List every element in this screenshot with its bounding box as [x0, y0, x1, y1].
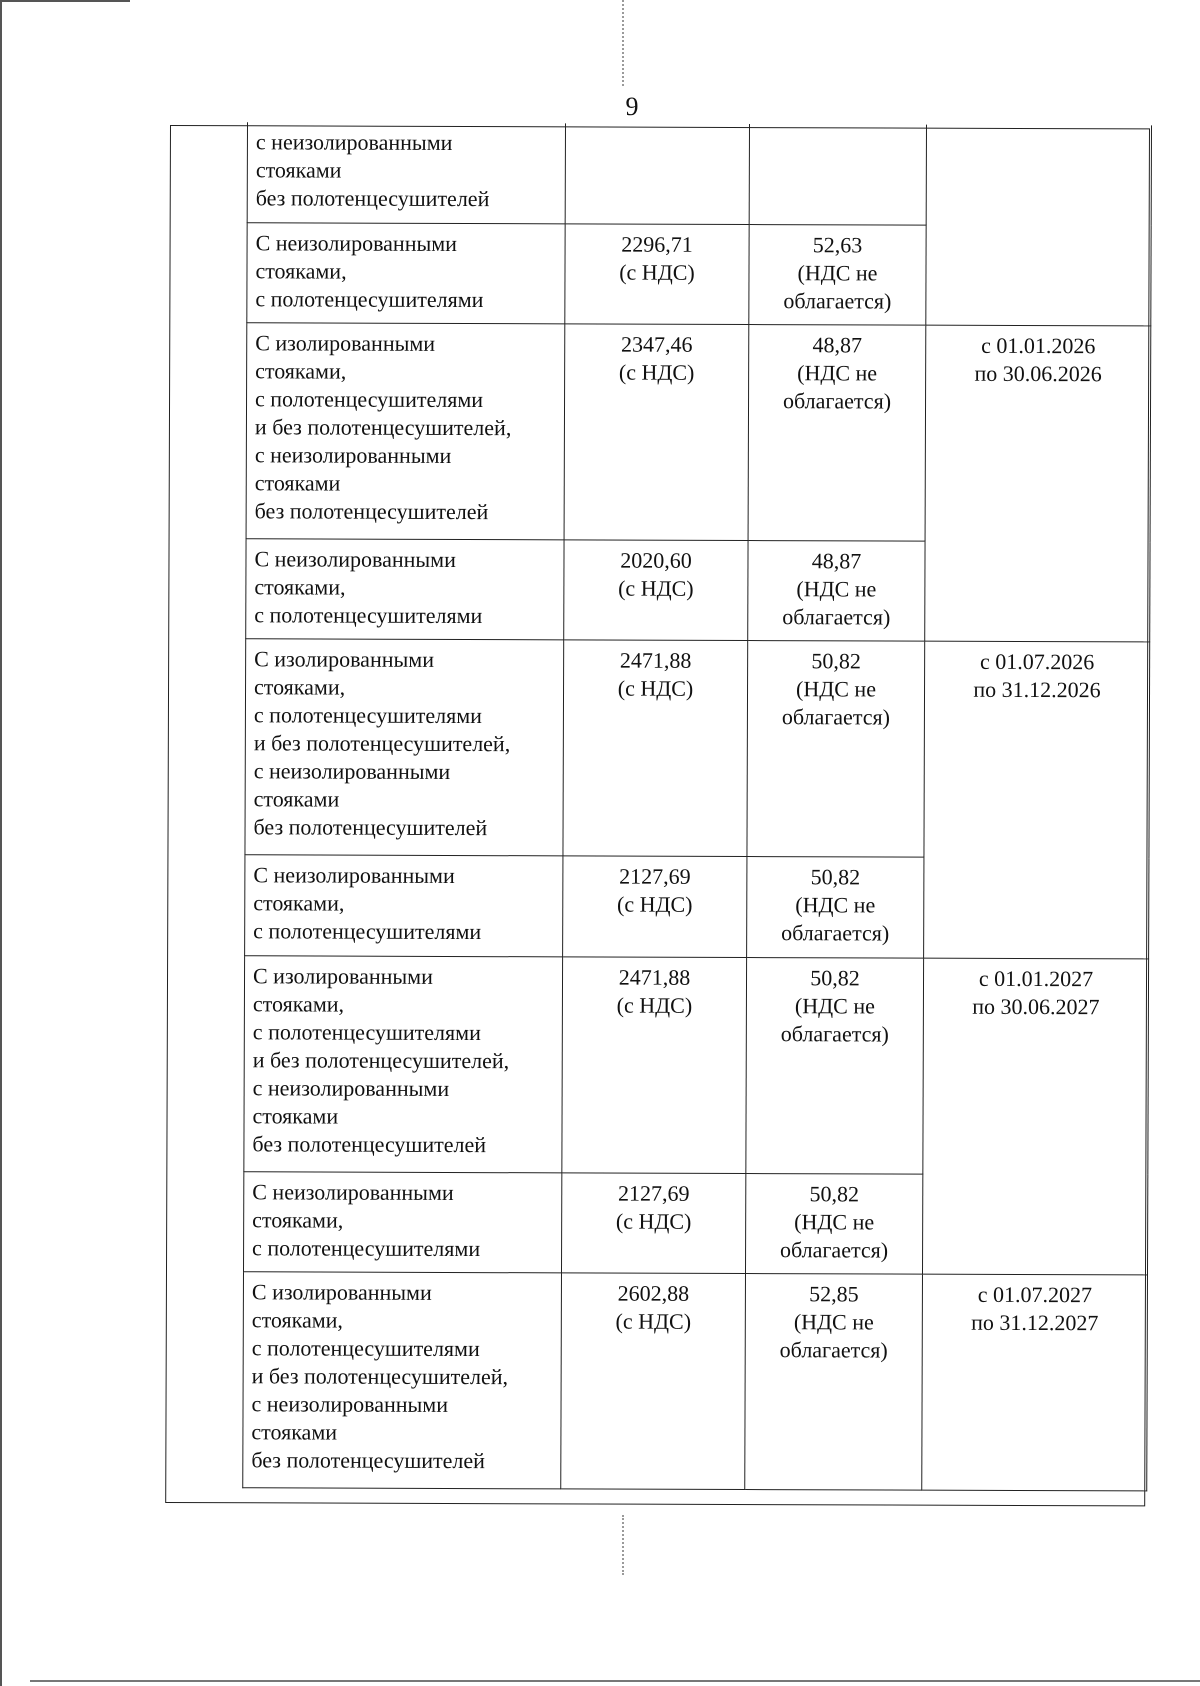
fee-cell: 48,87 (НДС не облагается)	[748, 324, 926, 541]
price-cell: 2347,46 (с НДС)	[564, 324, 749, 541]
period-cell-empty	[926, 125, 1152, 326]
description-cell: С неизолированными стояками, с полотенцесушителями	[245, 855, 563, 956]
scan-edge-bottom	[30, 1680, 1200, 1682]
price-cell: 2471,88 (с НДС)	[563, 640, 748, 857]
price-cell: 2296,71 (с НДС)	[565, 224, 749, 325]
fee-cell: 52,85 (НДС не облагается)	[745, 1273, 923, 1490]
fee-cell: 50,82 (НДС не облагается)	[747, 641, 925, 858]
table-frame	[165, 125, 1150, 1506]
table-row	[246, 323, 1151, 542]
description-cell: С изолированными стояками, с полотенцесушителями и без полотенцесушителей, с неизолированными стояками без полотенцесушителей	[244, 955, 563, 1172]
period-cell: с 01.07.2027 по 31.12.2027	[922, 1274, 1148, 1491]
table-row	[243, 1272, 1148, 1491]
scan-edge-left	[0, 0, 2, 1686]
fee-cell	[749, 124, 926, 225]
description-cell: С неизолированными стояками, с полотенцесушителями	[247, 222, 565, 323]
fee-cell: 50,82 (НДС не облагается)	[747, 857, 924, 958]
description-cell: С изолированными стояками, с полотенцесушителями и без полотенцесушителей, с неизолированными стояками без полотенцесушителей	[243, 1272, 562, 1489]
description-cell: с неизолированными стояками без полотенцесушителей	[247, 122, 565, 223]
price-cell: 2127,69 (с НДС)	[561, 1173, 745, 1274]
fee-cell: 48,87 (НДС не облагается)	[748, 541, 925, 642]
table-row	[245, 639, 1150, 858]
period-cell: с 01.01.2027 по 30.06.2027	[922, 958, 1148, 1275]
table-row	[244, 955, 1149, 1174]
price-cell: 2602,88 (с НДС)	[561, 1273, 746, 1490]
fee-cell: 52,63 (НДС не облагается)	[749, 224, 926, 325]
table-row	[247, 122, 1151, 225]
price-cell: 2127,69 (с НДС)	[563, 856, 747, 957]
fee-cell: 50,82 (НДС не облагается)	[746, 957, 924, 1174]
price-cell	[565, 123, 749, 224]
description-cell: С неизолированными стояками, с полотенцесушителями	[243, 1171, 561, 1272]
description-cell: С изолированными стояками, с полотенцесушителями и без полотенцесушителей, с неизолированными стояками без полотенцесушителей	[245, 639, 564, 856]
fold-line-bottom	[622, 1515, 624, 1575]
period-cell: с 01.01.2026 по 30.06.2026	[925, 325, 1151, 642]
fee-cell: 50,82 (НДС не облагается)	[745, 1173, 922, 1274]
description-cell: С изолированными стояками, с полотенцесушителями и без полотенцесушителей, с неизолированными стояками без полотенцесушителей	[246, 323, 565, 540]
price-cell: 2471,88 (с НДС)	[562, 956, 747, 1173]
page-number: 9	[625, 92, 639, 121]
price-cell: 2020,60 (с НДС)	[564, 540, 748, 641]
scan-edge-top	[0, 0, 130, 2]
fold-line-top	[622, 0, 624, 86]
tariff-table	[242, 122, 1152, 1491]
period-cell: с 01.07.2026 по 31.12.2026	[924, 641, 1150, 958]
description-cell: С неизолированными стояками, с полотенцесушителями	[246, 539, 564, 640]
